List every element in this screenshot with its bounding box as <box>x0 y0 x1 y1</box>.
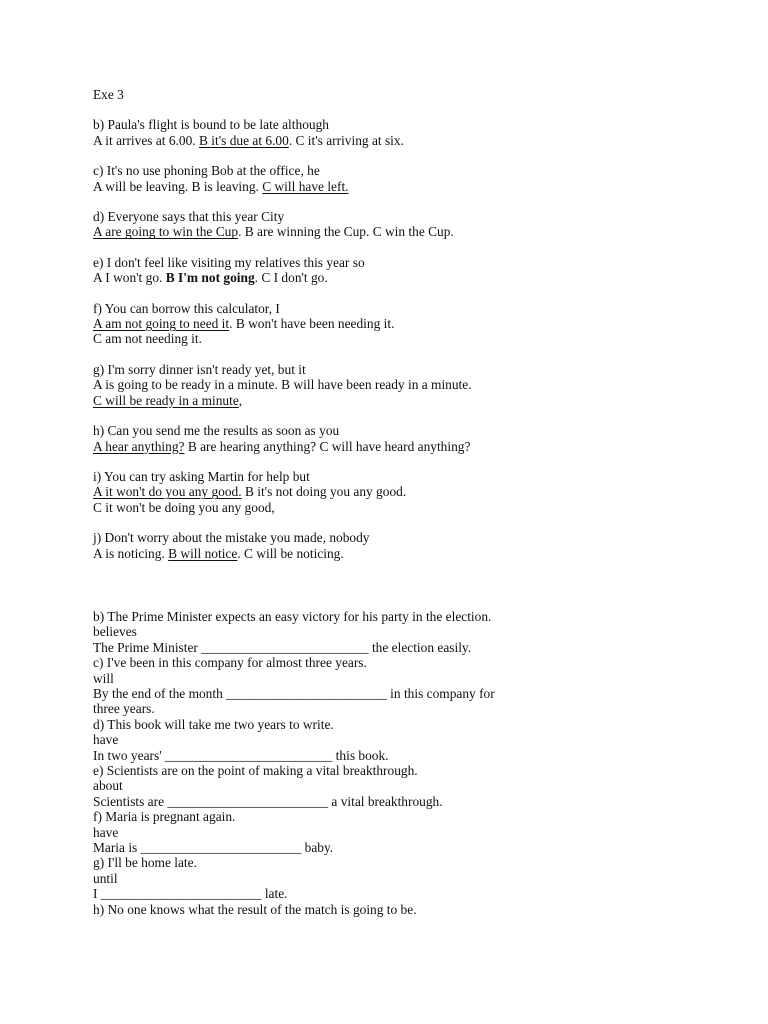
transformation-section <box>93 609 533 917</box>
answer-option-text: A it arrives at 6.00. <box>93 132 199 148</box>
question-prompt: b) Paula's flight is bound to be late although <box>93 117 329 133</box>
question-block <box>93 209 533 240</box>
transformation-line: In two years' _________________________ this book. <box>93 747 389 763</box>
transformation-line: about <box>93 778 123 794</box>
answer-options-line <box>93 224 533 239</box>
answer-option-text: C it won't be doing you any good, <box>93 499 275 515</box>
selected-answer-text: B it's due at 6.00 <box>199 132 289 148</box>
transformation-line: I ________________________ late. <box>93 886 288 902</box>
answer-option-text: . B won't have been needing it. <box>229 316 395 332</box>
selected-answer-text: A it won't do you any good. <box>93 484 242 500</box>
transformation-line: g) I'll be home late. <box>93 855 197 871</box>
answer-options-line <box>93 377 533 392</box>
answer-options-line <box>93 133 533 148</box>
transformation-line: will <box>93 670 114 686</box>
question-block <box>93 530 533 561</box>
transformation-line: believes <box>93 624 137 640</box>
transformation-line: By the end of the month ________________________ in this company for <box>93 685 495 701</box>
document-content <box>93 87 533 917</box>
transformation-line: b) The Prime Minister expects an easy victory for his party in the election. <box>93 608 492 624</box>
answer-options-line <box>93 393 533 408</box>
transformation-line: h) No one knows what the result of the match is going to be. <box>93 901 417 917</box>
answer-option-text: . C it's arriving at six. <box>288 132 404 148</box>
question-block <box>93 117 533 148</box>
question-block <box>93 255 533 286</box>
selected-answer-text: A are going to win the Cup <box>93 224 239 240</box>
answer-options-line <box>93 546 533 561</box>
transformation-line: three years. <box>93 701 155 717</box>
selected-answer-text: A am not going to need it <box>93 316 230 332</box>
question-prompt: i) You can try asking Martin for help but <box>93 468 310 484</box>
answer-options-line <box>93 439 533 454</box>
transformation-line: d) This book will take me two years to write. <box>93 716 334 732</box>
question-prompt: g) I'm sorry dinner isn't ready yet, but it <box>93 361 306 377</box>
answer-option-text: B it's not doing you any good. <box>241 484 407 500</box>
question-prompt: h) Can you send me the results as soon as you <box>93 423 340 439</box>
transformation-line: f) Maria is pregnant again. <box>93 809 236 825</box>
answer-option-text: A is noticing. <box>93 545 169 561</box>
question-prompt: j) Don't worry about the mistake you made, nobody <box>93 530 370 546</box>
answer-option-text: A will be leaving. B is leaving. <box>93 178 263 194</box>
answer-options-line <box>93 270 533 285</box>
transformation-line: Maria is ________________________ baby. <box>93 840 334 856</box>
selected-answer-text: C will have left. <box>262 178 349 194</box>
answer-option-text: . C will be noticing. <box>237 545 344 561</box>
answer-options-line <box>93 316 533 331</box>
answer-options-line <box>93 179 533 194</box>
question-prompt: f) You can borrow this calculator, I <box>93 300 280 316</box>
answer-options-line <box>93 331 533 346</box>
answer-options-line <box>93 484 533 499</box>
exercise-title: Exe 3 <box>93 87 124 102</box>
answer-option-text: , <box>238 392 243 408</box>
question-prompt: d) Everyone says that this year City <box>93 209 285 225</box>
question-prompt: e) I don't feel like visiting my relatives this year so <box>93 254 365 270</box>
question-block <box>93 362 533 408</box>
answer-option-text: . B are winning the Cup. C win the Cup. <box>238 224 454 240</box>
transformation-line: Scientists are ________________________ a vital breakthrough. <box>93 793 443 809</box>
question-block <box>93 423 533 454</box>
question-block <box>93 469 533 515</box>
answer-option-text: A I won't go. <box>93 270 166 286</box>
answer-options-line <box>93 500 533 515</box>
question-block <box>93 163 533 194</box>
bold-answer-text: B I'm not going <box>165 270 255 286</box>
transformation-line: until <box>93 870 118 886</box>
answer-option-text: A is going to be ready in a minute. B will have been ready in a minute. <box>93 377 472 393</box>
transformation-line: e) Scientists are on the point of making a vital breakthrough. <box>93 763 418 778</box>
transformation-line: The Prime Minister _________________________ the election easily. <box>93 639 472 655</box>
transformation-line: have <box>93 824 119 840</box>
selected-answer-text: B will notice <box>168 545 238 561</box>
question-block <box>93 301 533 347</box>
selected-answer-text: C will be ready in a minute <box>93 392 239 408</box>
selected-answer-text: A hear anything? <box>93 438 185 454</box>
answer-option-text: . C I don't go. <box>254 270 328 286</box>
multiple-choice-section <box>93 117 533 561</box>
answer-option-text: C am not needing it. <box>93 331 202 347</box>
transformation-line: c) I've been in this company for almost three years. <box>93 655 367 671</box>
answer-option-text: B are hearing anything? C will have heard anything? <box>184 438 471 454</box>
transformation-line: have <box>93 732 119 748</box>
question-prompt: c) It's no use phoning Bob at the office, he <box>93 163 320 179</box>
